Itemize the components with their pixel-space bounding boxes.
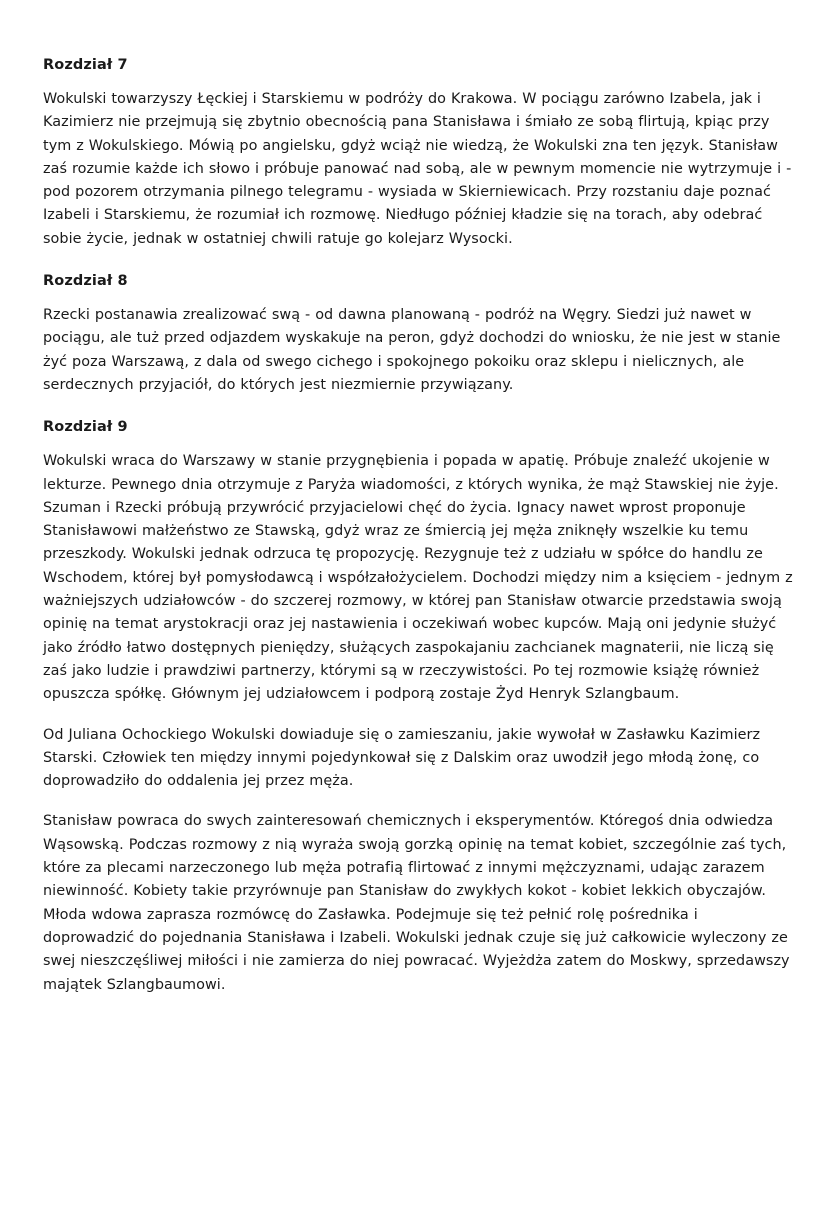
chapter-9-heading: Rozdział 9: [43, 419, 128, 436]
chapter-8-heading: Rozdział 8: [43, 273, 128, 290]
chapter-8-paragraph-1: Rzecki postanawia zrealizować swą - od dawna planowaną - podróż na Węgry. Siedzi już nawet w pociągu, ale tuż przed odjazdem wyskakuje na peron, gdyż dochodzi do wniosku, że nie jest w stanie żyć poza Warszawą, z dala od swego cichego i spokojnego pokoiku oraz sklepu i nielicznych, ale serdecznych przyjaciół, do których jest niezmiernie przywiązany.: [43, 307, 781, 393]
chapter-9-section: [43, 414, 793, 997]
chapter-9-paragraph-2: Od Juliana Ochockiego Wokulski dowiaduje się o zamieszaniu, jakie wywołał w Zasławku Kazimierz Starski. Człowiek ten między innymi pojedynkował się z Dalskim oraz uwodził jego młodą żonę, co doprowadziło do oddalenia jej przez męża.: [43, 726, 761, 790]
chapter-9-paragraph-1: Wokulski wraca do Warszawy w stanie przygnębienia i popada w apatię. Próbuje znaleźć ukojenie w lekturze. Pewnego dnia otrzymuje z Paryża wiadomości, z których wynika, że mąż Stawskiej nie żyje. Szuman i Rzecki próbują przywrócić przyjacielowi chęć do życia. Ignacy nawet wprost proponuje Stanisławowi małżeństwo ze Stawską, gdyż wraz ze śmiercią jej męża zniknęły wszelkie ku temu przeszkody. Wokulski jednak odrzuca tę propozycję. Rezygnuje też z udziału w spółce do handlu ze Wschodem, której był pomysłodawcą i współzałożycielem. Dochodzi między nim a księciem - jednym z ważniejszych udziałowców - do szczerej rozmowy, w której pan Stanisław otwarcie przedstawia swoją opinię na temat arystokracji oraz jej nastawienia i oczekiwań wobec kupców. Mają oni jedynie służyć jako źródło łatwo dostępnych pieniędzy, służących zaspokajaniu zachcianek magnaterii, nie liczą się zaś jako ludzie i prawdziwi partnerzy, którymi są w rzeczywistości. Po tej rozmowie książę również opuszcza spółkę. Głównym jej udziałowcem i podporą zostaje Żyd Henryk Szlangbaum.: [43, 453, 793, 703]
chapter-7-section: [43, 52, 793, 251]
chapter-7-paragraph-1: Wokulski towarzyszy Łęckiej i Starskiemu w podróży do Krakowa. W pociągu zarówno Izabela, jak i Kazimierz nie przejmują się zbytnio obecnością pana Stanisława i śmiało ze sobą flirtują, kpiąc przy tym z Wokulskiego. Mówią po angielsku, gdyż wciąż nie wiedzą, że Wokulski zna ten język. Stanisław zaś rozumie każde ich słowo i próbuje panować nad sobą, ale w pewnym momencie nie wytrzymuje i - pod pozorem otrzymania pilnego telegramu - wysiada w Skierniewicach. Przy rozstaniu daje poznać Izabeli i Starskiemu, że rozumiał ich rozmowę. Niedługo później kładzie się na torach, aby odebrać sobie życie, jednak w ostatniej chwili ratuje go kolejarz Wysocki.: [43, 91, 792, 247]
chapter-8-section: [43, 268, 793, 397]
document-page: [43, 52, 793, 1014]
chapter-9-paragraph-3: Stanisław powraca do swych zainteresowań chemicznych i eksperymentów. Któregoś dnia odwiedza Wąsowską. Podczas rozmowy z nią wyraża swoją gorzką opinię na temat kobiet, szczególnie zaś tych, które za plecami narzeczonego lub męża potrafią flirtować z innymi mężczyznami, udając zarazem niewinność. Kobiety takie przyrównuje pan Stanisław do zwykłych kokot - kobiet lekkich obyczajów. Młoda wdowa zaprasza rozmówcę do Zasławka. Podejmuje się też pełnić rolę pośrednika i doprowadzić do pojednania Stanisława i Izabeli. Wokulski jednak czuje się już całkowicie wyleczony ze swej nieszczęśliwej miłości i nie zamierza do niej powracać. Wyjeżdża zatem do Moskwy, sprzedawszy majątek Szlangbaumowi.: [43, 813, 790, 993]
chapter-7-heading: Rozdział 7: [43, 57, 128, 73]
